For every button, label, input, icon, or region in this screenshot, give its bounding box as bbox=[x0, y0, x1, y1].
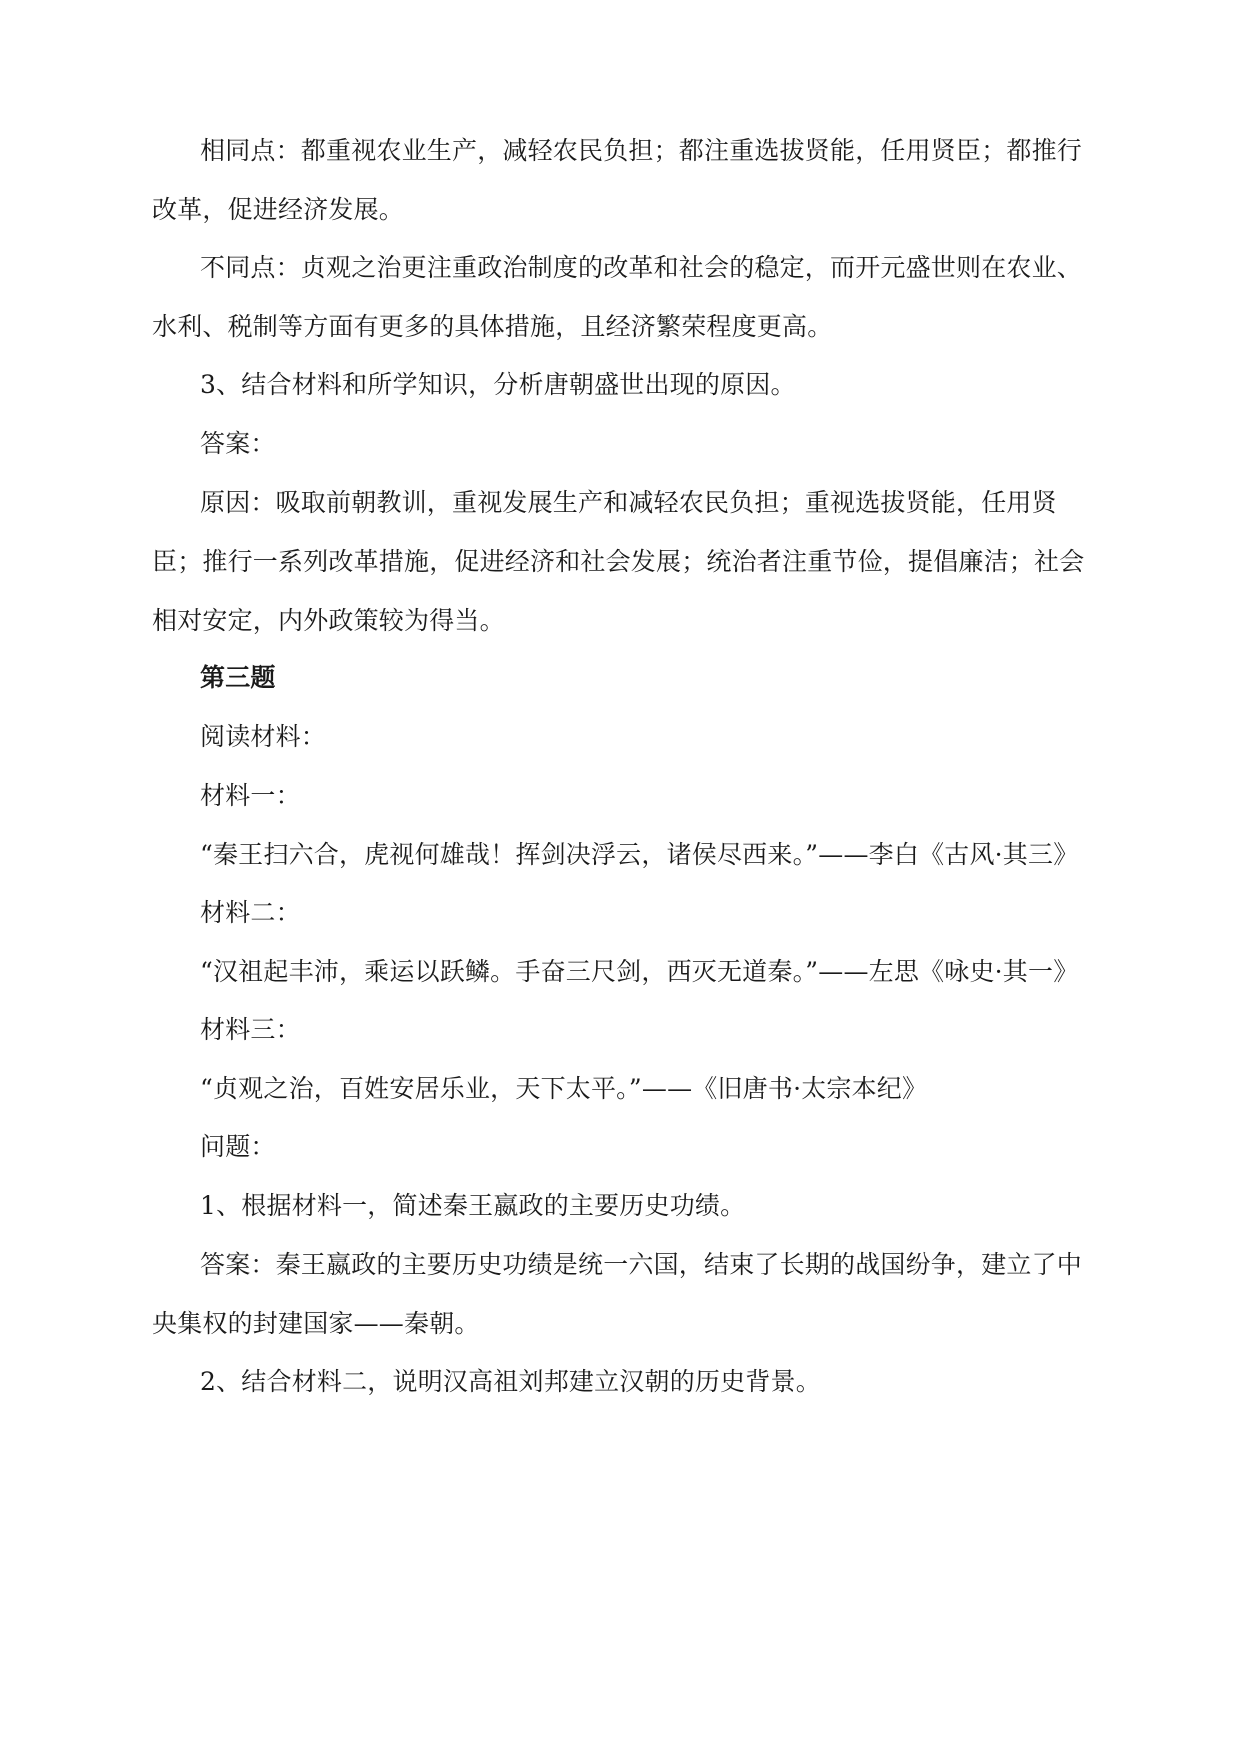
section-heading: 第三题 bbox=[200, 663, 276, 692]
differences-paragraph: 不同点：贞观之治更注重政治制度的改革和社会的稳定，而开元盛世则在农业、水利、税制等方面有更多的具体措施，且经济繁荣程度更高。 bbox=[152, 253, 1083, 341]
reasons-paragraph: 原因：吸取前朝教训，重视发展生产和减轻农民负担；重视选拔贤能，任用贤臣；推行一系列改革措施，促进经济和社会发展；统治者注重节俭，提倡廉洁；社会相对安定，内外政策较为得当。 bbox=[152, 488, 1085, 635]
question-text: 3、结合材料和所学知识，分析唐朝盛世出现的原因。 bbox=[200, 370, 796, 399]
questions-label: 问题： bbox=[200, 1132, 276, 1161]
material-label: 材料一： bbox=[200, 781, 301, 810]
question-text: 2、结合材料二，说明汉高祖刘邦建立汉朝的历史背景。 bbox=[200, 1367, 821, 1396]
answer-paragraph: 答案：秦王嬴政的主要历史功绩是统一六国，结束了长期的战国纷争，建立了中央集权的封建国家——秦朝。 bbox=[152, 1250, 1083, 1338]
answer-label: 答案： bbox=[200, 429, 276, 458]
read-material-label: 阅读材料： bbox=[200, 722, 327, 751]
material-label: 材料三： bbox=[200, 1015, 301, 1044]
question-text: 1、根据材料一，简述秦王嬴政的主要历史功绩。 bbox=[200, 1191, 746, 1220]
material-label: 材料二： bbox=[200, 898, 301, 927]
material-quote: “汉祖起丰沛，乘运以跃鳞。手奋三尺剑，西灭无道秦。”——左思《咏史·其一》 bbox=[200, 957, 1079, 986]
material-quote: “贞观之治，百姓安居乐业，天下太平。”——《旧唐书·太宗本纪》 bbox=[200, 1074, 928, 1103]
similarities-paragraph: 相同点：都重视农业生产，减轻农民负担；都注重选拔贤能，任用贤臣；都推行改革，促进经济发展。 bbox=[152, 136, 1083, 224]
material-quote: “秦王扫六合，虎视何雄哉！挥剑决浮云，诸侯尽西来。”——李白《古风·其三》 bbox=[200, 840, 1079, 869]
